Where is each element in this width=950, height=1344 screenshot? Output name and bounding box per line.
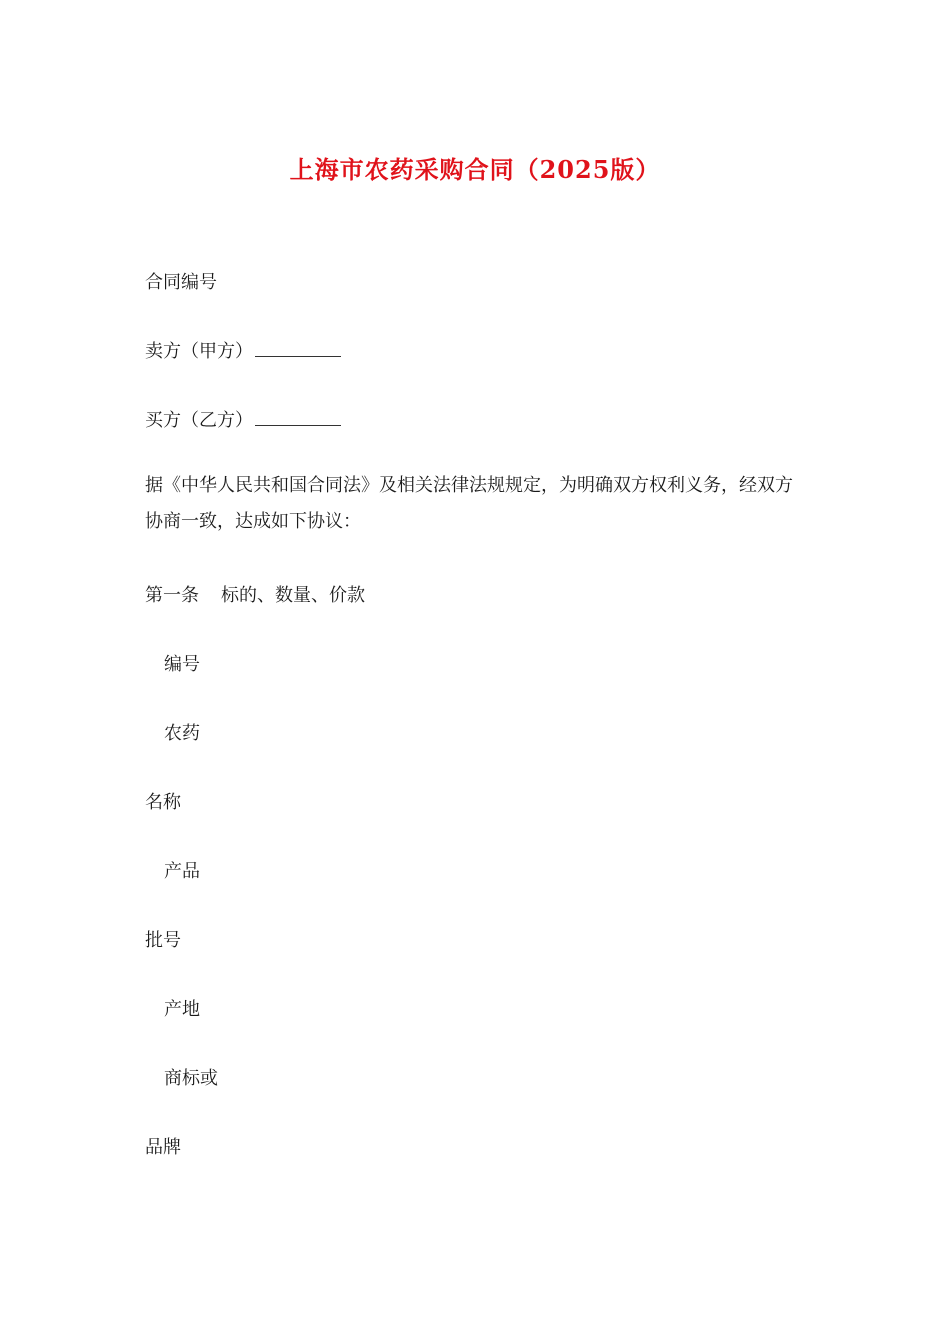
article-1-heading-line bbox=[145, 581, 365, 607]
article-1-number: 第一条 bbox=[145, 585, 199, 606]
field-brand: 品牌 bbox=[145, 1137, 181, 1158]
field-product: 产品 bbox=[164, 861, 200, 882]
seller-label: 卖方（甲方） bbox=[145, 341, 253, 362]
buyer-label: 买方（乙方） bbox=[145, 410, 253, 431]
field-trademark-or: 商标或 bbox=[164, 1068, 218, 1089]
buyer-blank bbox=[255, 411, 341, 426]
seller-line bbox=[145, 337, 341, 363]
field-origin: 产地 bbox=[164, 999, 200, 1020]
field-serial-number: 编号 bbox=[164, 654, 200, 675]
intro-paragraph: 据《中华人民共和国合同法》及相关法律法规规定，为明确双方权利义务，经双方协商一致，达成如下协议： bbox=[145, 475, 793, 532]
document-title: 上海市农药采购合同（2025版） bbox=[289, 155, 661, 184]
field-name: 名称 bbox=[145, 792, 181, 813]
buyer-line bbox=[145, 406, 341, 432]
field-pesticide: 农药 bbox=[164, 723, 200, 744]
field-batch-number: 批号 bbox=[145, 930, 181, 951]
article-1-heading: 标的、数量、价款 bbox=[221, 585, 365, 606]
contract-number-label: 合同编号 bbox=[145, 272, 217, 293]
seller-blank bbox=[255, 342, 341, 357]
